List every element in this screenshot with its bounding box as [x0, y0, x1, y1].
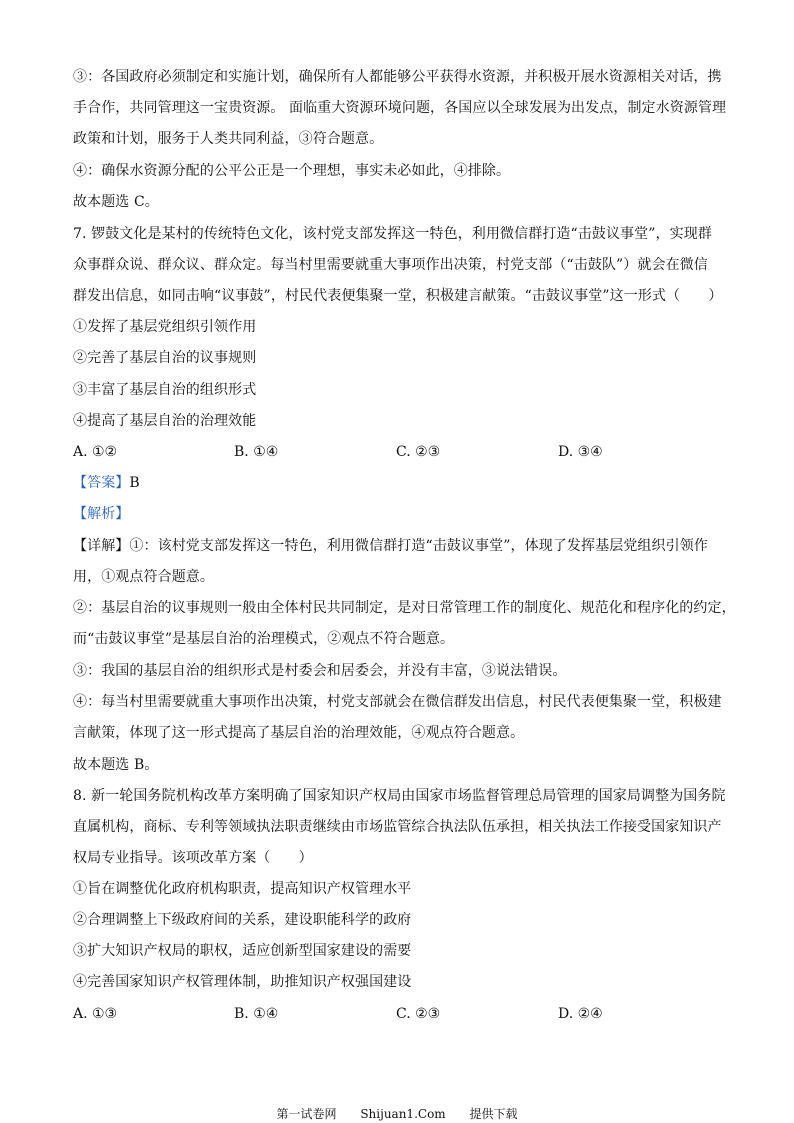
detail-tag: 【详解】 — [73, 538, 130, 554]
question-8-option-c: C. ②③ — [396, 1006, 441, 1022]
text-line: 政策和计划，服务于人类共同利益，③符合题意。 — [73, 131, 384, 147]
question-8-option-d: D. ②④ — [558, 1006, 603, 1022]
question-8-statement: ②合理调整上下级政府间的关系，建设职能科学的政府 — [73, 912, 412, 928]
question-7-statement: ①发挥了基层党组织引领作用 — [73, 319, 257, 335]
question-8-statement: ③扩大知识产权局的职权，适应创新型国家建设的需要 — [73, 943, 412, 959]
detail-line: 用，①观点符合题意。 — [73, 569, 214, 585]
footer-download-text: 提供下载 — [469, 1107, 518, 1121]
detail-line: ③：我国的基层自治的组织形式是村委会和居委会，并没有丰富，③说法错误。 — [73, 663, 567, 679]
question-7-stem: 群发出信息，如同击响“议事鼓”，村民代表便集聚一堂，积极建言献策。“击鼓议事堂”这一形式（ ） — [73, 288, 723, 304]
question-7-option-c: C. ②③ — [396, 444, 441, 460]
question-7-stem: 7. 锣鼓文化是某村的传统特色文化，该村党支部发挥这一特色，利用微信群打造“击鼓议事堂”，实现群 — [73, 226, 712, 242]
text-line: ③：各国政府必须制定和实施计划，确保所有人都能够公平获得水资源，并积极开展水资源相关对话，携 — [73, 69, 722, 85]
question-7-option-a: A. ①② — [73, 444, 118, 460]
text-line: 故本题选 C。 — [73, 194, 159, 210]
detail-line: 而“击鼓议事堂”是基层自治的治理模式，②观点不符合题意。 — [73, 631, 455, 647]
question-7-statement: ④提高了基层自治的治理效能 — [73, 413, 257, 429]
detail-line — [73, 536, 723, 556]
question-8-option-a: A. ①③ — [73, 1006, 118, 1022]
question-8-statement: ①旨在调整优化政府机构职责，提高知识产权管理水平 — [73, 881, 412, 897]
footer-site-url[interactable]: Shijuan1.Com — [360, 1107, 446, 1121]
detail-line: 故本题选 B。 — [73, 757, 159, 773]
footer-site-name: 第一试卷网 — [276, 1107, 337, 1121]
text-line: 手合作，共同管理这一宝贵资源。 面临重大资源环境问题，各国应以全球发展为出发点，制定水资源管理 — [73, 100, 727, 116]
question-7-statement: ③丰富了基层自治的组织形式 — [73, 382, 257, 398]
analysis-line — [73, 504, 723, 524]
detail-line: ②：基层自治的议事规则一般由全体村民共同制定，是对日常管理工作的制度化、规范化和程序化的约定， — [73, 600, 736, 616]
answer-tag: 【答案】 — [73, 475, 130, 491]
question-7-stem: 众事群众说、群众议、群众定。每当村里需要就重大事项作出决策，村党支部（“击鼓队”）就会在微信 — [73, 257, 708, 273]
question-8-stem: 直属机构，商标、专利等领域执法职责继续由市场监管综合执法队伍承担，相关执法工作接受国家知识产 — [73, 819, 722, 835]
page-footer — [0, 1106, 794, 1122]
question-7-option-b: B. ①④ — [234, 444, 279, 460]
question-8-stem: 8. 新一轮国务院机构改革方案明确了国家知识产权局由国家市场监督管理总局管理的国家局调整为国务院 — [73, 788, 726, 804]
text-line: ④：确保水资源分配的公平公正是一个理想，事实未必如此，④排除。 — [73, 163, 511, 179]
detail-line: 言献策，体现了这一形式提高了基层自治的治理效能，④观点符合题意。 — [73, 725, 525, 741]
answer-line — [73, 473, 723, 493]
answer-value: B — [129, 475, 140, 491]
question-8-statement: ④完善国家知识产权管理体制，助推知识产权强国建设 — [73, 974, 412, 990]
question-7-statement: ②完善了基层自治的议事规则 — [73, 350, 257, 366]
detail-line: ④：每当村里需要就重大事项作出决策，村党支部就会在微信群发出信息，村民代表便集聚一堂，积极建 — [73, 694, 722, 710]
question-7-option-d: D. ③④ — [558, 444, 603, 460]
detail-text: ①：该村党支部发挥这一特色，利用微信群打造“击鼓议事堂”，体现了发挥基层党组织引领作 — [129, 538, 708, 554]
question-8-option-b: B. ①④ — [234, 1006, 279, 1022]
analysis-tag: 【解析】 — [73, 506, 130, 522]
question-8-stem: 权局专业指导。该项改革方案（ ） — [73, 850, 313, 866]
